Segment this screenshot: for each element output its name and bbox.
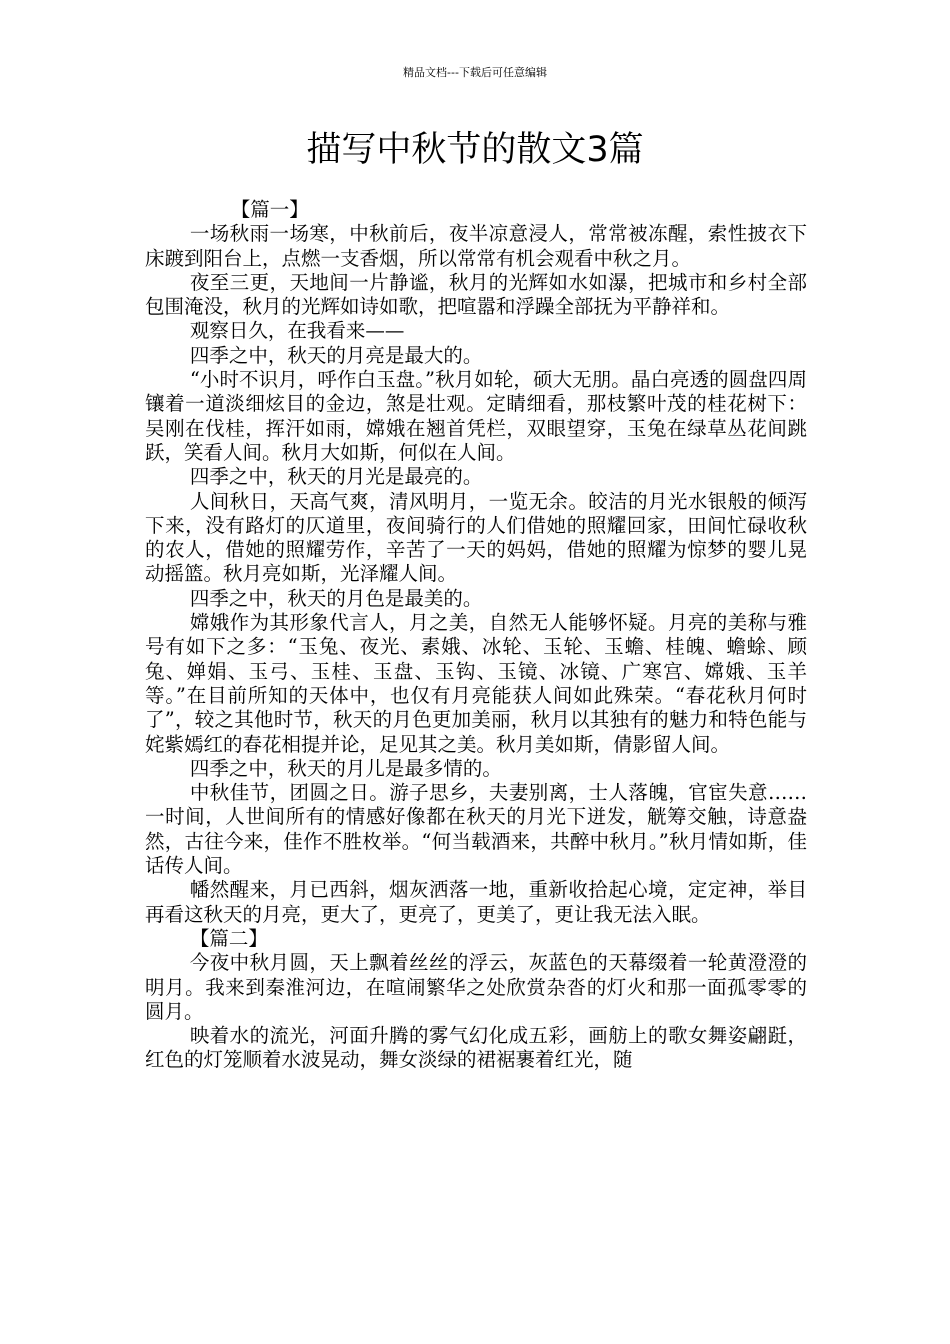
section-heading-2: 【篇二】 xyxy=(189,926,268,950)
page-header: 精品文档---下载后可任意编辑 xyxy=(403,66,547,79)
paragraph: 四季之中，秋天的月亮是最大的。 xyxy=(189,343,483,367)
document-body xyxy=(145,198,807,1073)
paragraph: “小时不识月，呼作白玉盘。”秋月如轮，硕大无朋。晶白亮透的圆盘四周镶着一道淡细炫目的金边，煞是壮观。定睛细看，那枝繁叶茂的桂花树下：吴刚在伐桂，挥汗如雨，嫦娥在翘首凭栏，双眼望穿，玉兔在绿草丛花间跳跃，笑看人间。秋月大如斯，何似在人间。 xyxy=(145,368,807,464)
paragraph: 人间秋日，天高气爽，清风明月，一览无余。皎洁的月光水银般的倾泻下来，没有路灯的仄道里，夜间骑行的人们借她的照耀回家，田间忙碌收秋的农人，借她的照耀劳作，辛苦了一天的妈妈，借她的照耀为惊梦的婴儿晃动摇篮。秋月亮如斯，光泽耀人间。 xyxy=(145,489,807,586)
paragraph: 四季之中，秋天的月色是最美的。 xyxy=(189,586,483,610)
paragraph: 映着水的流光，河面升腾的雾气幻化成五彩，画舫上的歌女舞姿翩跹，红色的灯笼顺着水波晃动，舞女淡绿的裙裾裹着红光，随 xyxy=(145,1024,807,1072)
paragraph: 观察日久，在我看来—— xyxy=(189,319,405,343)
paragraph: 嫦娥作为其形象代言人，月之美，自然无人能够怀疑。月亮的美称与雅号有如下之多：“玉兔、夜光、素娥、冰轮、玉轮、玉蟾、桂魄、蟾蜍、顾兔、婵娟、玉弓、玉桂、玉盘、玉钩、玉镜、冰镜、广寒宫、嫦娥、玉羊等。”在目前所知的天体中，也仅有月亮能获人间如此殊荣。“春花秋月何时了”，较之其他时节，秋天的月色更加美丽，秋月以其独有的魅力和特色能与姹紫嫣红的春花相提并论，足见其之美。秋月美如斯，倩影留人间。 xyxy=(145,611,807,756)
paragraph: 夜至三更，天地间一片静谧，秋月的光辉如水如瀑，把城市和乡村全部包围淹没，秋月的光辉如诗如歌，把喧嚣和浮躁全部抚为平静祥和。 xyxy=(145,270,807,319)
paragraph: 中秋佳节，团圆之日。游子思乡，夫妻别离，士人落魄，官宦失意……一时间，人世间所有的情感好像都在秋天的月光下迸发，觥筹交触，诗意盎然，古往今来，佳作不胜枚举。“何当载酒来，共醉中秋月。”秋月情如斯，佳话传人间。 xyxy=(145,781,807,878)
paragraph: 四季之中，秋天的月儿是最多情的。 xyxy=(189,756,502,780)
section-heading-1: 【篇一】 xyxy=(230,198,309,221)
paragraph: 今夜中秋月圆，天上飘着丝丝的浮云，灰蓝色的天幕缀着一轮黄澄澄的明月。我来到秦淮河边，在喧闹繁华之处欣赏杂沓的灯火和那一面孤零零的圆月。 xyxy=(145,951,807,1023)
document-title: 描写中秋节的散文3篇 xyxy=(306,130,644,170)
paragraph: 一场秋雨一场寒，中秋前后，夜半凉意浸人，常常被冻醒，索性披衣下床踱到阳台上，点燃一支香烟，所以常常有机会观看中秋之月。 xyxy=(145,222,807,270)
paragraph: 四季之中，秋天的月光是最亮的。 xyxy=(189,465,483,489)
paragraph: 幡然醒来，月已西斜，烟灰洒落一地，重新收拾起心境，定定神，举目再看这秋天的月亮，更大了，更亮了，更美了，更让我无法入眠。 xyxy=(145,878,807,926)
